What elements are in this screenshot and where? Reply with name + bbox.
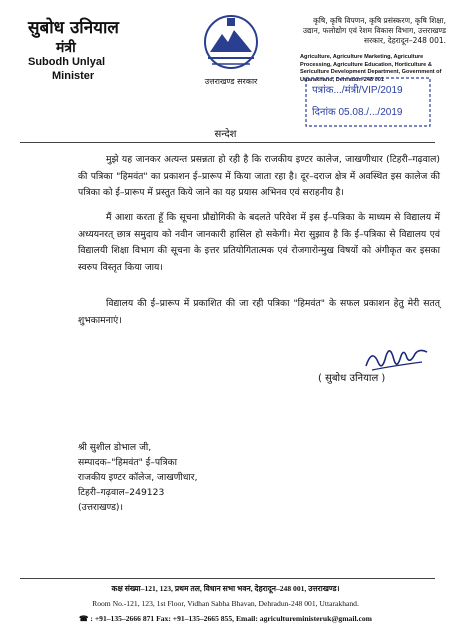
reference-date: दिनांक 05.08./.../2019	[312, 107, 403, 118]
addressee-line-2: सम्पादक–"हिमवंत" ई–पत्रिका	[78, 457, 177, 468]
addressee-line-1: श्री सुशील डोभाल जी,	[78, 442, 152, 453]
signer-name: ( सुबोध उनियाल )	[318, 373, 386, 384]
letter-heading: सन्देश	[214, 129, 237, 140]
footer-address-english: Room No.-121, 123, 1st Floor, Vidhan Sabha Bhavan, Dehradun-248 001, Uttarakhand.	[92, 599, 359, 608]
header-divider	[20, 142, 435, 143]
footer-address-hindi: कक्ष संख्या–121, 123, प्रथम तल, विधान सभा भवन, देहरादून–248 001, उत्तराखण्ड।	[111, 584, 340, 593]
departments-english: Agriculture, Agriculture Marketing, Agriculture Processing, Agriculture Education, Horticulture & Sericulture Development Department, Government of Uttarakhand, Dehradun-248 001	[300, 54, 442, 83]
uttarakhand-emblem-icon	[196, 12, 266, 76]
addressee-line-3: राजकीय इण्टर कॉलेज, जाखणीधार,	[78, 472, 198, 483]
addressee-line-4: टिहरी–गढ़वाल–249123	[78, 487, 165, 498]
letter-paragraph-3: विद्यालय की ई–प्रारूप में प्रकाशित की जा रही पत्रिका "हिमवंत" के सफल प्रकाशन हेतु मेरी सतत् शुभकामनाएं।	[78, 298, 440, 326]
departments-hindi: कृषि, कृषि विपणन, कृषि प्रसंस्करण, कृषि शिक्षा, उद्यान, फलोद्योग एवं रेशम विकास विभाग, उत्तराखण्ड सरकार, देहरादून–248 001.	[302, 16, 446, 45]
government-label: उत्तराखण्ड सरकार	[204, 77, 258, 86]
addressee-line-5: (उत्तराखण्ड)।	[78, 502, 123, 513]
footer-divider	[20, 578, 435, 579]
reference-number: पत्रांक.../मंत्री/VIP/2019	[312, 85, 403, 96]
letter-paragraph-2: मैं आशा करता हूँ कि सूचना प्रौद्योगिकी के बदलते परिवेश में इस ई–पत्रिका के माध्यम से विद्यालय में अध्ययनरत् छात्र समुदाय को नवीन जानकारी हासिल हो सकेगी। मेरा सुझाव है कि ई–पत्रिका से विद्यालय एवं विद्यालयी शिक्षा विभाग की सूचना के इत्तर प्रतियोगितात्मक एवं रोजगारोन्मुख विषयों को अंगीकृत कर इसका स्वरुप विस्तृत किया जाय।	[78, 212, 440, 273]
minister-title-english: Minister	[52, 70, 95, 82]
minister-name-english: Subodh Unlyal	[28, 56, 105, 68]
minister-name-hindi: सुबोध उनियाल	[28, 18, 119, 38]
letter-paragraph-1: मुझे यह जानकर अत्यन्त प्रसन्नता हो रही है कि राजकीय इण्टर कालेज, जाखणीधार (टिहरी–गढ़वाल) की पत्रिका "हिमवंत" का प्रकाशन ई–प्रारूप में किया जाता रहा है। दूर–दराज क्षेत्र में अवस्थित इस कालेज की पत्रिका को ई–प्रारूप में प्रस्तुत किये जाने का यह प्रयास अभिनव एवं सराहनीय है।	[78, 154, 440, 198]
footer-contact: ☎ : +91–135–2666 871 Fax: +91–135–2665 855, Email: agricultureministeruk@gmail.com	[79, 614, 372, 623]
minister-title-hindi: मंत्री	[56, 40, 76, 56]
